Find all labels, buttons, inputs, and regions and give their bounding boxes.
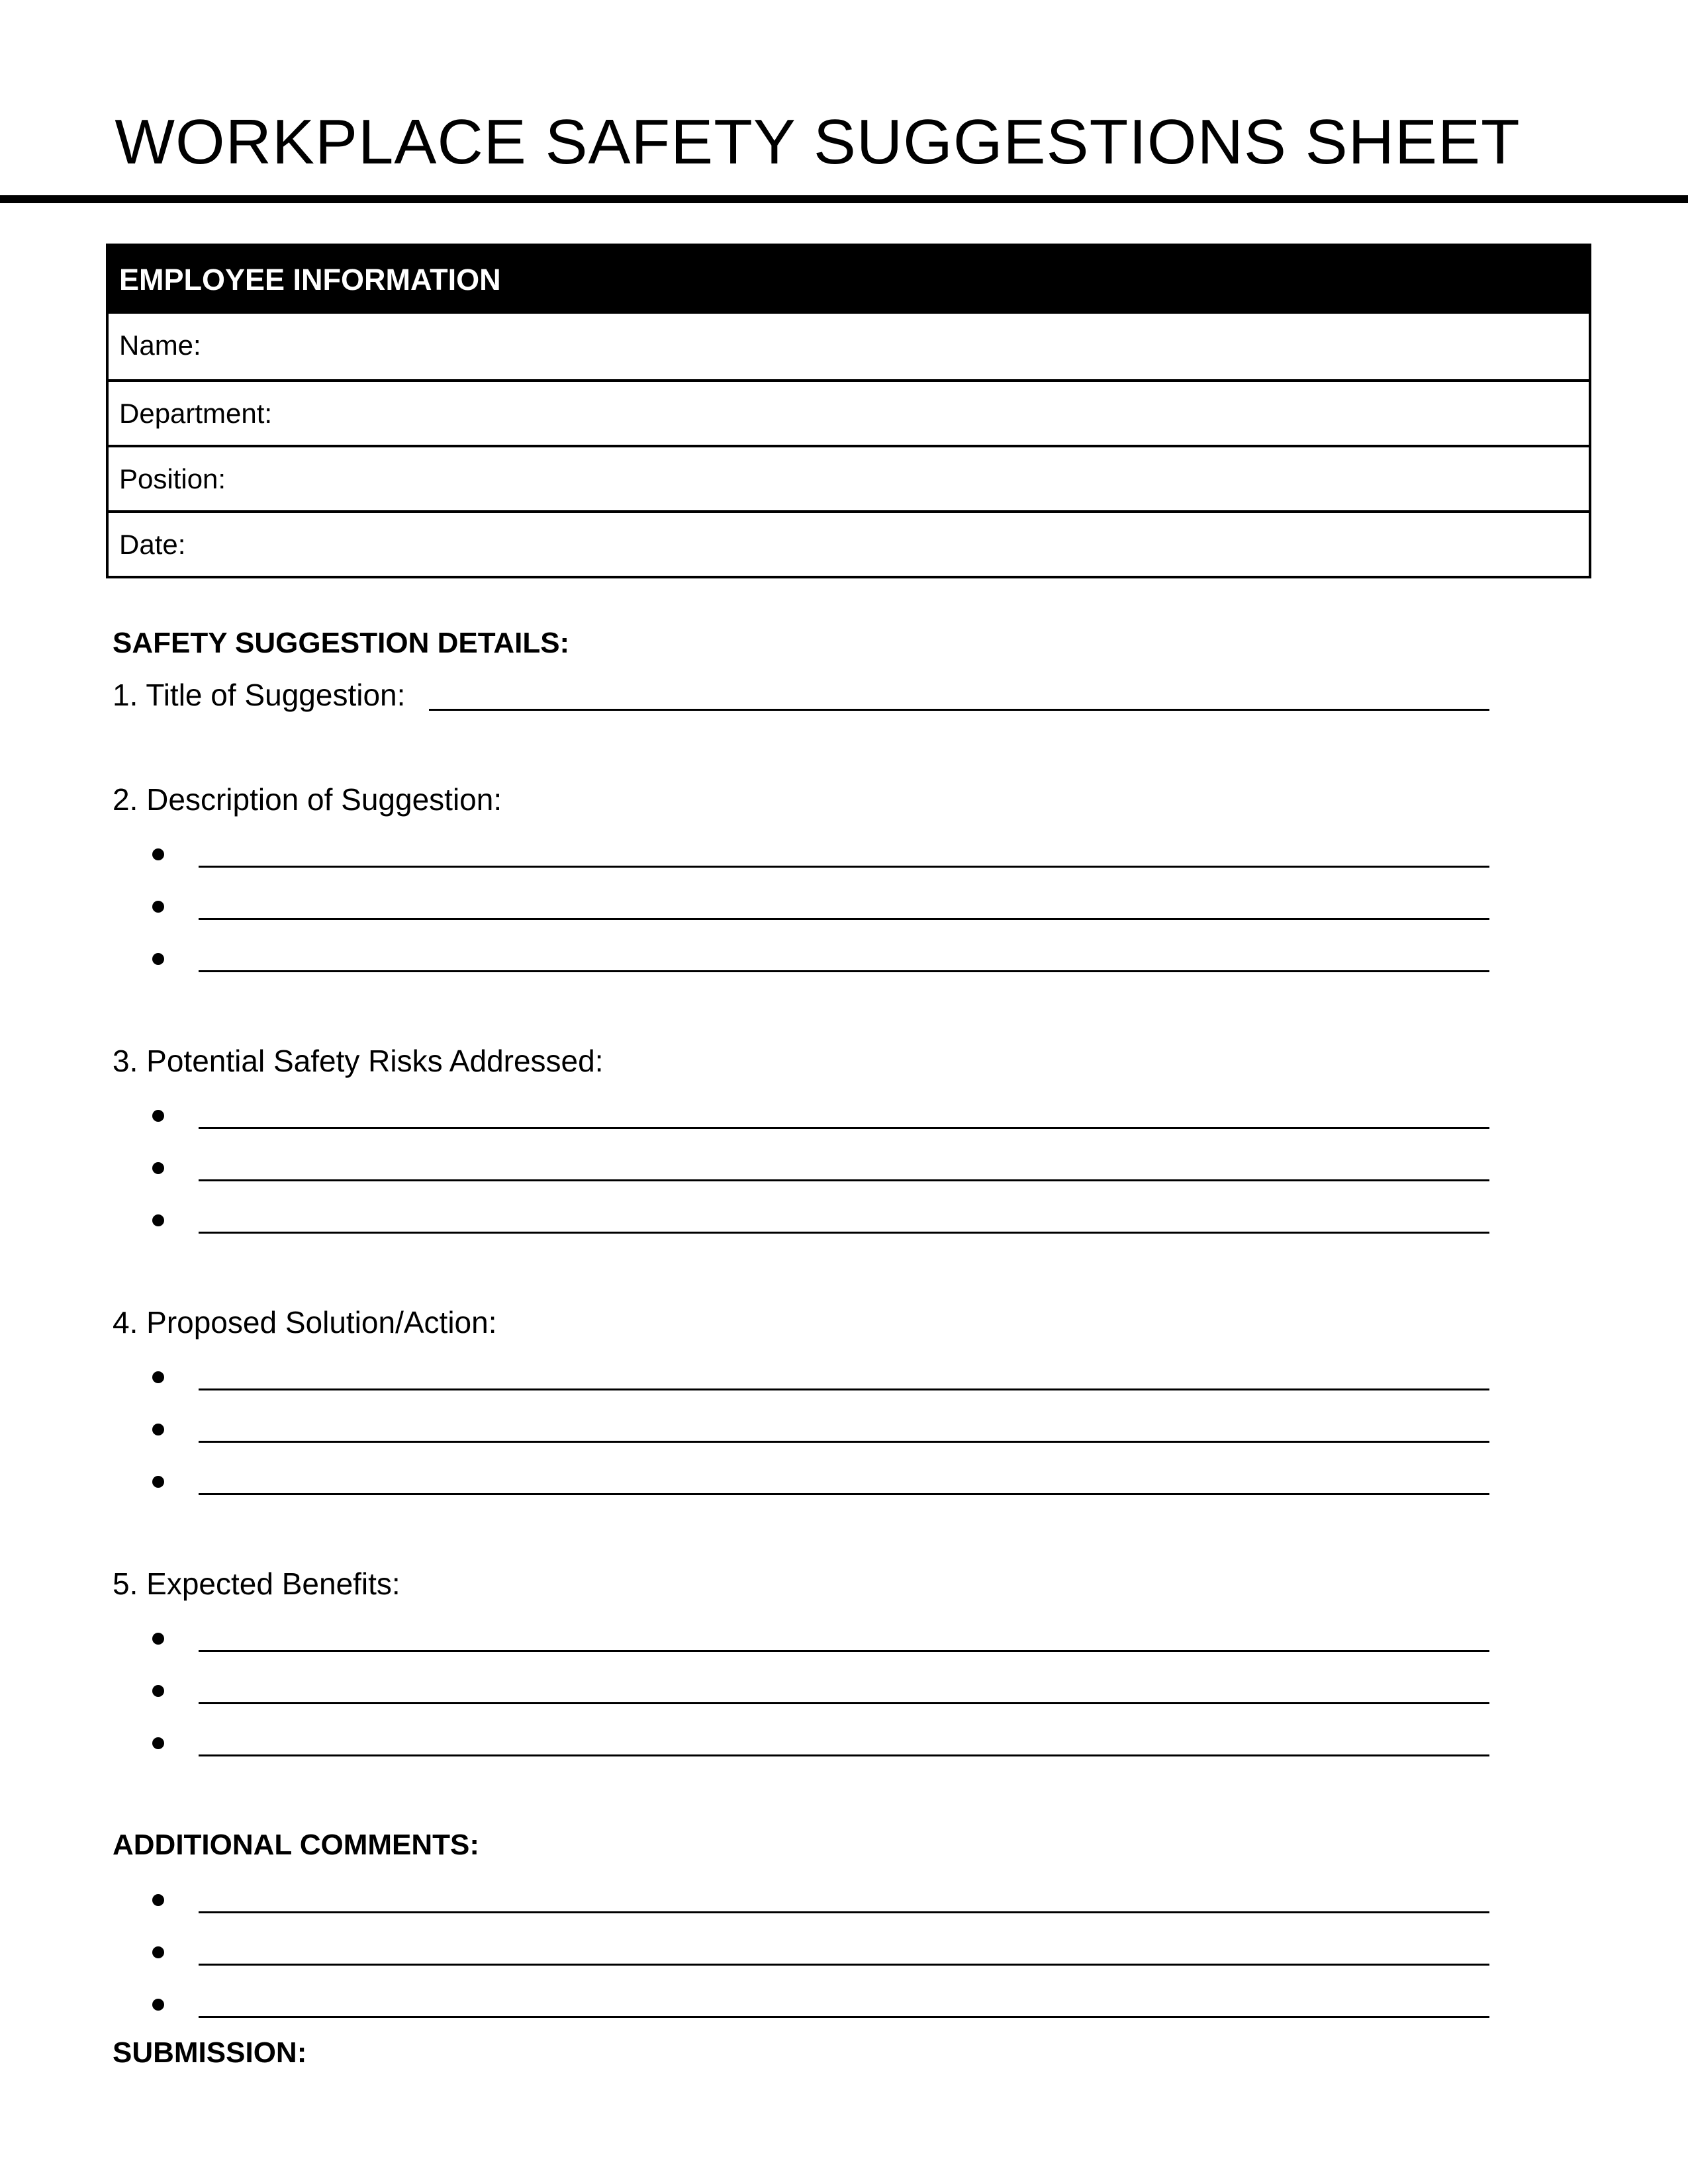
bullet-icon xyxy=(152,1633,164,1645)
proposed-solution-label: 4. Proposed Solution/Action: xyxy=(113,1305,497,1340)
answer-line[interactable] xyxy=(199,1702,1489,1704)
bullet-icon xyxy=(152,1685,164,1697)
page-title: WORKPLACE SAFETY SUGGESTIONS SHEET xyxy=(115,107,1521,177)
bullet-icon xyxy=(152,848,164,860)
bullet-icon xyxy=(152,1371,164,1383)
bullet-icon xyxy=(152,1946,164,1958)
employee-info-table xyxy=(106,244,1591,578)
answer-line[interactable] xyxy=(199,2016,1489,2018)
safety-risks-label: 3. Potential Safety Risks Addressed: xyxy=(113,1044,604,1078)
answer-line[interactable] xyxy=(199,1650,1489,1652)
answer-line[interactable] xyxy=(199,1441,1489,1443)
bullet-icon xyxy=(152,1476,164,1488)
answer-line[interactable] xyxy=(199,1964,1489,1966)
description-label: 2. Description of Suggestion: xyxy=(113,782,502,817)
answer-line[interactable] xyxy=(199,1911,1489,1913)
bullet-icon xyxy=(152,1214,164,1226)
date-field[interactable] xyxy=(109,510,1589,576)
department-label: Department: xyxy=(119,398,273,429)
title-divider xyxy=(0,195,1688,203)
position-label: Position: xyxy=(119,463,226,494)
bullet-icon xyxy=(152,1110,164,1122)
expected-benefits-label: 5. Expected Benefits: xyxy=(113,1567,400,1601)
employee-info-body xyxy=(109,314,1589,576)
answer-line[interactable] xyxy=(199,918,1489,920)
name-label: Name: xyxy=(119,330,201,361)
bullet-icon xyxy=(152,1999,164,2011)
bullet-icon xyxy=(152,901,164,913)
bullet-icon xyxy=(152,953,164,965)
title-of-suggestion-field[interactable] xyxy=(429,709,1489,711)
answer-line[interactable] xyxy=(199,970,1489,972)
position-field[interactable] xyxy=(109,445,1589,510)
name-field[interactable] xyxy=(109,314,1589,379)
answer-line[interactable] xyxy=(199,1232,1489,1234)
answer-line[interactable] xyxy=(199,1754,1489,1756)
department-field[interactable] xyxy=(109,379,1589,445)
additional-comments-heading: ADDITIONAL COMMENTS: xyxy=(113,1829,480,1861)
employee-info-heading: EMPLOYEE INFORMATION xyxy=(109,246,1589,314)
suggestion-details-heading: SAFETY SUGGESTION DETAILS: xyxy=(113,627,570,659)
date-label: Date: xyxy=(119,529,186,560)
answer-line[interactable] xyxy=(199,1388,1489,1390)
bullet-icon xyxy=(152,1162,164,1174)
submission-heading: SUBMISSION: xyxy=(113,2036,307,2069)
bullet-icon xyxy=(152,1894,164,1906)
answer-line[interactable] xyxy=(199,1127,1489,1129)
answer-line[interactable] xyxy=(199,866,1489,868)
answer-line[interactable] xyxy=(199,1179,1489,1181)
title-of-suggestion-label: 1. Title of Suggestion: xyxy=(113,678,406,712)
answer-line[interactable] xyxy=(199,1493,1489,1495)
bullet-icon xyxy=(152,1737,164,1749)
bullet-icon xyxy=(152,1424,164,1435)
